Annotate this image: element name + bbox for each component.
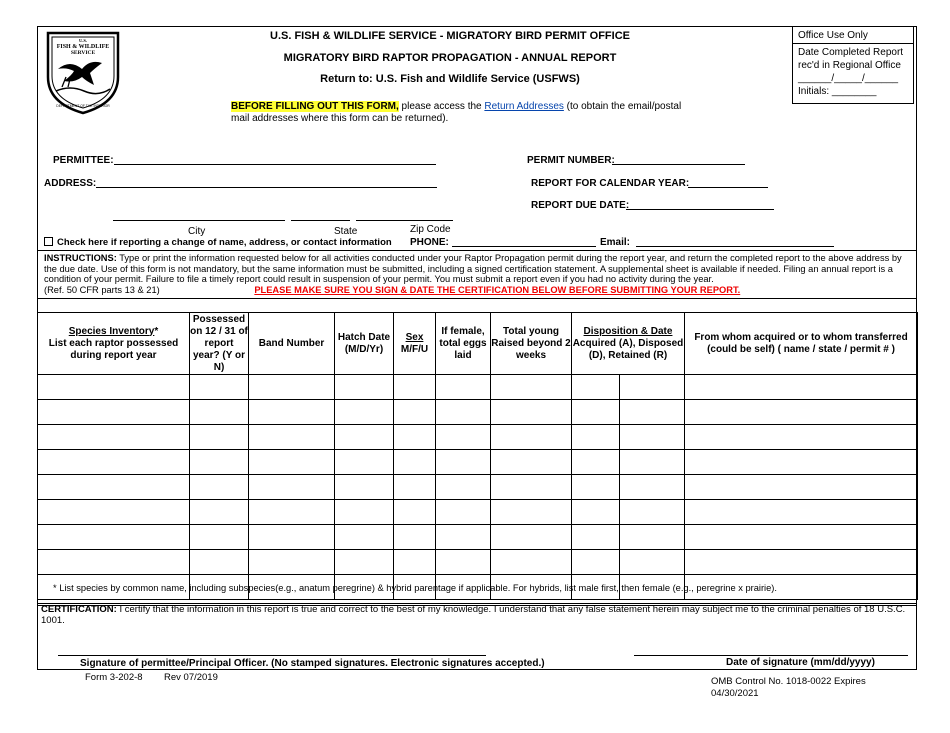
address-input-line[interactable] <box>96 187 437 188</box>
col-eggs-header: If female, total eggs laid <box>436 313 491 375</box>
certification-text-block <box>41 604 909 626</box>
office-use-line-1: Date Completed Report <box>798 47 904 58</box>
notice <box>231 101 791 125</box>
table-row[interactable] <box>38 475 918 500</box>
notice-text-2: (to obtain the email/postal <box>563 101 682 112</box>
instructions-bottom-divider <box>37 298 917 299</box>
header-line-3: Return to: U.S. Fish and Wildlife Service (USFWS) <box>320 73 580 85</box>
state-caption: State <box>334 226 358 237</box>
instructions-warning: PLEASE MAKE SURE YOU SIGN & DATE THE CERTIFICATION BELOW BEFORE SUBMITTING YOUR REPORT. <box>254 284 741 295</box>
instructions-label: INSTRUCTIONS: <box>44 253 117 263</box>
form-number: Form 3-202-8 <box>85 672 143 683</box>
col-hatch-header: Hatch Date (M/D/Yr) <box>335 313 394 375</box>
checkbox-icon[interactable] <box>44 237 53 246</box>
email-input-line[interactable] <box>636 246 834 247</box>
certification-label: CERTIFICATION: <box>41 604 117 615</box>
table-row[interactable] <box>38 375 918 400</box>
email-label: Email: <box>600 237 631 248</box>
omb-control: OMB Control No. 1018-0022 Expires <box>711 676 866 687</box>
signature-input-line[interactable] <box>58 655 486 656</box>
certification-text: I certify that the information in this report is true and correct to the best of my knowledge. I understand that any false statement herein may subject me to the criminal penalties of 18 U.S.C. 1001. <box>41 604 906 626</box>
due-date-label: REPORT DUE DATE: <box>531 200 630 211</box>
phone-label: PHONE: <box>410 237 449 248</box>
zip-caption: Zip Code <box>410 224 451 235</box>
office-use-box <box>792 26 914 104</box>
permit-number-input-line[interactable] <box>612 164 745 165</box>
table-row[interactable] <box>38 450 918 475</box>
usfws-shield-logo <box>44 29 122 115</box>
zip-input-line[interactable] <box>356 220 453 221</box>
table-row[interactable] <box>38 550 918 575</box>
notice-highlight: BEFORE FILLING OUT THIS FORM, <box>231 101 399 112</box>
col-sex-header: Sex M/F/U <box>394 313 436 375</box>
species-footnote: * List species by common name, including subspecies(e.g., anatum peregrine) & hybrid parentage if applicable. For hybrids, list male first, then female (e.g., peregrine x prairie). <box>53 583 777 593</box>
table-row[interactable] <box>38 400 918 425</box>
city-input-line[interactable] <box>113 220 285 221</box>
signature-caption: Signature of permittee/Principal Officer. (No stamped signatures. Electronic signatures accepted.) <box>80 658 545 669</box>
change-checkbox-row[interactable] <box>44 237 392 248</box>
state-input-line[interactable] <box>291 220 350 221</box>
change-checkbox-label: Check here if reporting a change of name, address, or contact information <box>57 237 392 248</box>
col-young-header: Total young Raised beyond 2 weeks <box>491 313 572 375</box>
omb-expiry: 04/30/2021 <box>711 688 759 699</box>
signature-date-caption: Date of signature (mm/dd/yyyy) <box>726 657 875 668</box>
instructions-text: Type or print the information requested below for all activities conducted under your Raptor Propagation permit during the report year, and return the completed report to the above address by the due date. Use of this form is not mandatory, but the same information must be submitted, including a signed certification statement. A supplemental sheet is available if needed. Filing an annual report is a condition of your permit. Failure to file a timely report could result in suspension of your permit. You must submit a report even if you had no activity during the year. <box>44 253 902 284</box>
permittee-label: PERMITTEE: <box>53 155 114 166</box>
instructions-divider <box>37 250 917 251</box>
signature-date-input-line[interactable] <box>634 655 908 656</box>
table-row[interactable] <box>38 425 918 450</box>
calendar-year-input-line[interactable] <box>688 187 768 188</box>
calendar-year-label: REPORT FOR CALENDAR YEAR: <box>531 178 690 189</box>
permit-number-label: PERMIT NUMBER: <box>527 155 615 166</box>
instructions-ref: (Ref. 50 CFR parts 13 & 21) <box>44 284 160 295</box>
col-disposition-header: Disposition & Date Acquired (A), Disposed (D), Retained (R) <box>572 313 685 375</box>
form-revision: Rev 07/2019 <box>164 672 218 683</box>
permittee-input-line[interactable] <box>114 164 436 165</box>
table-header-row <box>38 313 918 375</box>
due-date-input-line[interactable] <box>626 209 774 210</box>
return-addresses-link[interactable]: Return Addresses <box>484 101 564 112</box>
office-use-line-2: rec'd in Regional Office <box>798 60 901 71</box>
logo-text-bot: SERVICE <box>70 50 96 56</box>
header-line-1: U.S. FISH & WILDLIFE SERVICE - MIGRATORY BIRD PERMIT OFFICE <box>270 30 630 42</box>
city-caption: City <box>188 226 206 237</box>
office-use-title: Office Use Only <box>793 27 913 44</box>
table-row[interactable] <box>38 500 918 525</box>
office-use-date-blank[interactable]: ______/_____/______ <box>798 73 899 84</box>
notice-text-3: mail addresses where this form can be returned). <box>231 113 449 124</box>
col-band-header: Band Number <box>249 313 335 375</box>
logo-ring-text: DEPARTMENT OF THE INTERIOR <box>56 104 110 108</box>
logo-text-top: U.S. <box>78 38 88 43</box>
species-inventory-table <box>37 312 918 600</box>
col-possessed-header: Possessed on 12 / 31 of report year? (Y or N) <box>190 313 248 373</box>
notice-text-1: please access the <box>398 101 485 112</box>
header-line-2: MIGRATORY BIRD RAPTOR PROPAGATION - ANNUAL REPORT <box>283 52 617 64</box>
office-use-initials[interactable]: Initials: ________ <box>798 86 877 97</box>
logo-text-mid: FISH & WILDLIFE <box>56 44 110 50</box>
instructions-block <box>44 253 914 295</box>
address-label: ADDRESS: <box>44 178 97 189</box>
col-transfer-header: From whom acquired or to whom transferred (could be self) ( name / state / permit # ) <box>685 313 918 375</box>
col-species-header: Species Inventory* List each raptor possessed during report year <box>38 313 190 375</box>
table-row[interactable] <box>38 525 918 550</box>
phone-input-line[interactable] <box>452 246 596 247</box>
